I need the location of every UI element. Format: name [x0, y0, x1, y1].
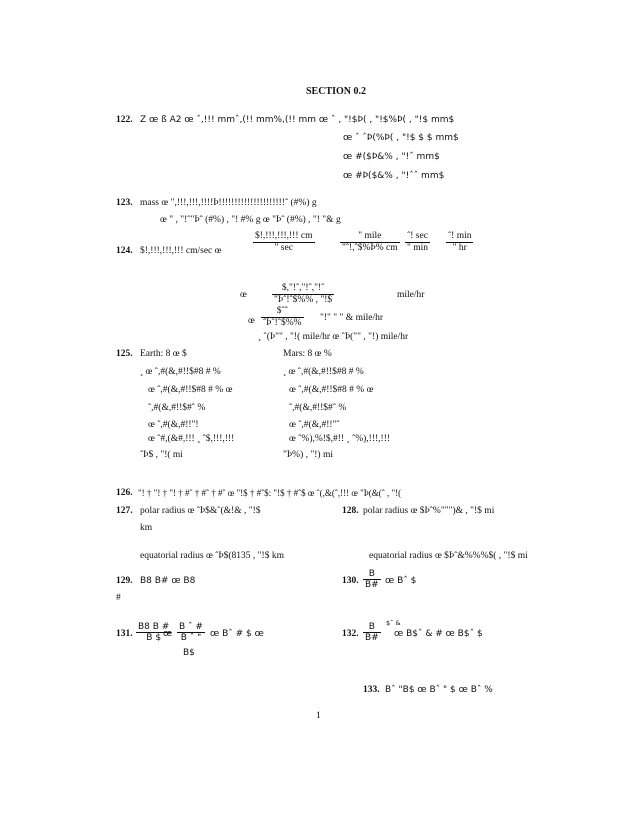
fraction-3-denominator: " min: [407, 242, 429, 253]
fraction-4-numerator: ˆ! min: [448, 231, 472, 241]
problem-124-eq3-rest: "!" " " & mile/hr: [320, 313, 384, 323]
problem-124-number: 124.: [116, 246, 133, 256]
problem-133-number: 133.: [363, 685, 380, 695]
problem-131-denominator-extra: B$: [183, 648, 195, 658]
problem-124-lhs: $!,!!!,!!!,!!! cm/sec œ: [140, 246, 222, 256]
problem-125-earth-7: ˆÞ$ , "!( mi: [140, 450, 183, 460]
problem-122-line-3: œ #($Þ&% , "!ˆ mm$: [343, 152, 440, 162]
fraction-4-denominator: " hr: [452, 242, 467, 253]
page-number: 1: [316, 711, 321, 721]
problem-125-earth-6: œ ˆ#,(&#,!!! ¸ ˆ$,!!!,!!!: [148, 434, 235, 444]
problem-127-number: 127.: [116, 506, 133, 516]
problem-124-eq2-unit: mile/hr: [397, 290, 425, 300]
section-title: SECTION 0.2: [306, 86, 367, 97]
problem-125-mars-4: ˆ,#(&,#!!$#ˆ %: [289, 403, 347, 413]
eq3-denominator: ˆÞˆ!ˆ$%%: [263, 317, 302, 328]
eq3-numerator: $ˆˆ: [261, 306, 304, 318]
problem-125-earth-1: Earth: 8 œ $: [140, 349, 187, 359]
problem-130-fraction: [363, 569, 381, 591]
problem-126-text: "! † "! † "! † #ˆ † #ˆ † #ˆ œ "!$ † #ˆ$: "!$ † #ˆ$ œ ˆ(,&(ˆ,!!! œ "Þ(&(ˆ , "!(: [138, 488, 402, 498]
problem-131-denominator-2: B ˆ ": [180, 633, 202, 644]
problem-130-numerator: B: [363, 569, 381, 580]
problem-125-number: 125.: [116, 349, 133, 359]
problem-122-number: 122.: [116, 115, 133, 125]
problem-129-text: B8 B# œ B8: [140, 576, 196, 586]
problem-123-line-1: mass œ ",!!!,!!!,!!!!Þ!!!!!!!!!!!!!!!!!!!!!ˆ (#%) g: [140, 198, 317, 208]
problem-125-mars-6: œ ˆ%),%!$,#!! ¸ ˆ%),!!!,!!!: [289, 434, 391, 444]
problem-124-fraction-1: [253, 231, 315, 254]
fraction-3-numerator: ˆ! sec: [405, 231, 430, 243]
problem-131-rest: œ Bˆ # $ œ: [210, 629, 264, 639]
fraction-2-numerator: " mile: [340, 231, 400, 243]
problem-124-eq2-fraction: [272, 283, 334, 306]
problem-126-number: 126.: [116, 488, 133, 498]
problem-122-line-2: œ ˆ ˆÞ(%Þ( , "!$ $ $ mm$: [343, 133, 459, 143]
problem-122-line-1: Z œ ß A2 œ ˆ,!!! mmˆ,(!! mm%,(!! mm œ ˆ , "!$Þ( , "!$%Þ( , "!$ mm$: [140, 115, 455, 125]
problem-128-number: 128.: [342, 506, 359, 516]
problem-125-mars-2: ¸ œ ˆ,#(&,#!!$#8 # %: [283, 367, 364, 377]
problem-131-number: 131.: [116, 629, 133, 639]
problem-132-superscript: $ˆ &: [386, 619, 401, 627]
problem-129-extra: #: [116, 593, 121, 603]
problem-125-earth-5: œ ˆ,#(&,#!!"!: [148, 420, 199, 430]
problem-124-eq4: ¸ ˆ(Þ"" , "!( mile/hr œ ˆÞ("" , "!) mile/hr: [258, 332, 409, 342]
problem-124-eq3-fraction: [261, 306, 304, 329]
problem-128-equatorial: equatorial radius œ $Þˆ&%%%$( , "!$ mi: [369, 551, 528, 561]
problem-122-line-4: œ #Þ($&% , "!ˆˆ mm$: [343, 171, 445, 181]
problem-132-rest: œ B$ˆ & # œ B$ˆ $: [394, 629, 483, 639]
problem-130-rest: œ Bˆ $: [385, 576, 417, 586]
fraction-1-numerator: $!,!!!,!!!,!!! cm: [255, 231, 313, 241]
problem-125-mars-5: œ ˆ,#(&,#!!"ˆ: [289, 420, 340, 430]
problem-123-number: 123.: [116, 198, 133, 208]
problem-127-polar: polar radius œ ˆÞ$&ˆ(&!& , "!$: [140, 506, 261, 516]
problem-125-mars-1: Mars: 8 œ %: [283, 349, 332, 359]
problem-124-eq2-prefix: œ: [240, 290, 247, 300]
problem-124-eq3-prefix: œ: [248, 316, 255, 326]
problem-123-line-2: œ " , "!ˆ"Þˆ (#%) , "! #% g œ "Þˆ (#%) , "! "& g: [160, 215, 341, 225]
problem-132-fraction: [363, 622, 381, 644]
fraction-2-denominator: "ˆ!,ˆ$%Þ% cm: [342, 242, 398, 253]
fraction-1-denominator: " sec: [274, 242, 293, 253]
problem-125-mars-7: "Þ%) , "!) mi: [283, 450, 333, 460]
eq2-numerator: $,"!ˆ,"!ˆ,"!ˆ: [272, 283, 334, 295]
problem-125-mars-3: œ ˆ,#(&,#!!$#8 # % œ: [289, 385, 374, 395]
problem-133-text: Bˆ "B$ œ Bˆ " $ œ Bˆ %: [385, 685, 493, 695]
problem-124-fraction-2: [340, 231, 400, 254]
problem-127-polar-unit: km: [140, 523, 153, 533]
problem-124-fraction-3: [405, 231, 430, 254]
problem-124-fraction-4: [446, 231, 473, 254]
problem-125-earth-2: ¸ œ ˆ,#(&,#!!$#8 # %: [140, 367, 221, 377]
eq2-denominator: "Þˆ!ˆ$%% , "!$: [274, 294, 333, 305]
problem-132-number: 132.: [342, 629, 359, 639]
problem-125-earth-3: œ ˆ,#(&,#!!$#8 # % œ: [148, 385, 233, 395]
problem-131-mid: œ: [163, 629, 173, 639]
problem-130-number: 130.: [342, 576, 359, 586]
problem-132-denominator: B#: [365, 633, 379, 644]
problem-131-numerator-1: B8 B #: [138, 622, 170, 632]
problem-127-equatorial: equatorial radius œ ˆÞ$(8135 , "!$ km: [140, 551, 284, 561]
problem-131-fraction-2: [177, 622, 205, 644]
problem-131-numerator-2: B ˆ #: [179, 622, 203, 632]
problem-130-denominator: B#: [365, 580, 379, 591]
problem-125-earth-4: ˆ,#(&,#!!$#ˆ %: [148, 403, 206, 413]
problem-128-polar: polar radius œ $Þˆ%""")& , "!$ mi: [363, 506, 495, 516]
problem-131-denominator-1: B $: [146, 633, 162, 644]
problem-129-number: 129.: [116, 576, 133, 586]
problem-132-numerator: B: [363, 622, 381, 633]
